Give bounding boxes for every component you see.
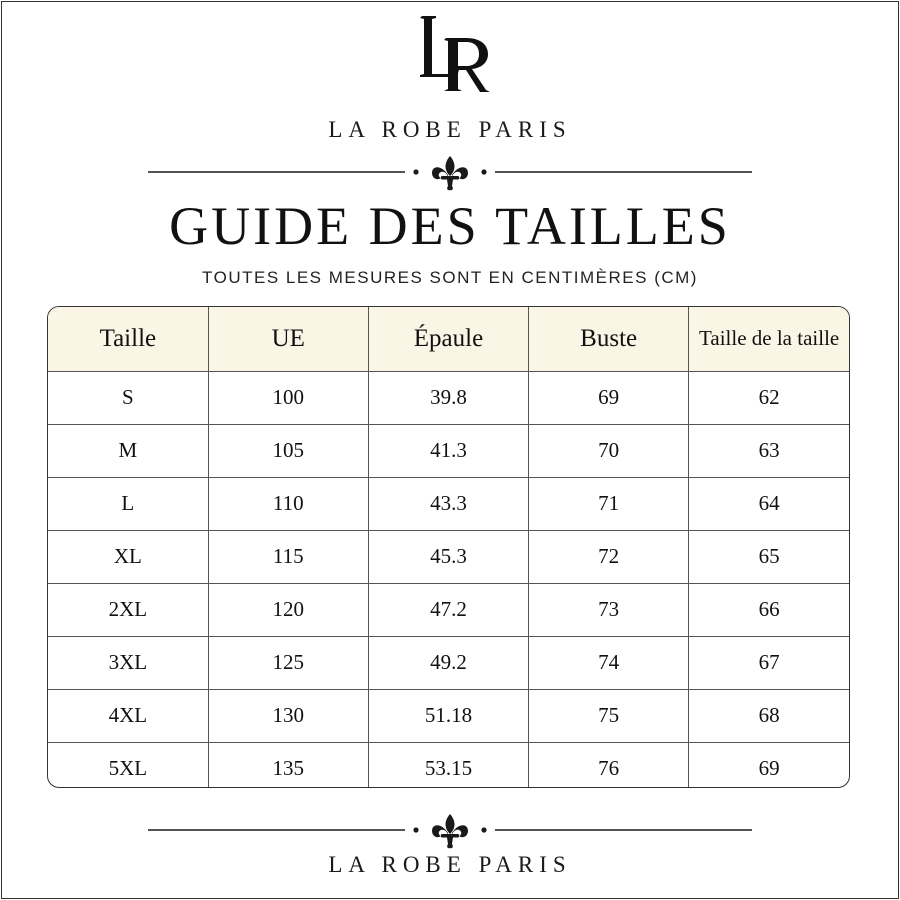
cell-shoulder: 53.15 (368, 742, 528, 788)
cell-shoulder: 39.8 (368, 371, 528, 424)
cell-bust: 69 (529, 371, 689, 424)
size-chart-table (47, 306, 850, 788)
table-row (48, 424, 849, 477)
header-waist: Taille de la taille (689, 307, 849, 371)
cell-shoulder: 51.18 (368, 689, 528, 742)
header-bust: Buste (529, 307, 689, 371)
cell-eu: 105 (208, 424, 368, 477)
cell-waist: 62 (689, 371, 849, 424)
cell-size: S (48, 371, 208, 424)
cell-eu: 135 (208, 742, 368, 788)
table-row (48, 583, 849, 636)
table-row (48, 530, 849, 583)
header-shoulder: Épaule (368, 307, 528, 371)
cell-shoulder: 41.3 (368, 424, 528, 477)
table-row (48, 371, 849, 424)
cell-size: XL (48, 530, 208, 583)
cell-shoulder: 43.3 (368, 477, 528, 530)
ornamental-divider-top (0, 153, 900, 193)
cell-bust: 76 (529, 742, 689, 788)
header-eu: UE (208, 307, 368, 371)
cell-size: L (48, 477, 208, 530)
cell-shoulder: 47.2 (368, 583, 528, 636)
page-title: GUIDE DES TAILLES (169, 196, 731, 256)
cell-eu: 130 (208, 689, 368, 742)
cell-size: 3XL (48, 636, 208, 689)
brand-name-top: LA ROBE PARIS (328, 117, 572, 142)
cell-waist: 69 (689, 742, 849, 788)
cell-bust: 74 (529, 636, 689, 689)
cell-bust: 75 (529, 689, 689, 742)
cell-size: 4XL (48, 689, 208, 742)
header-size: Taille (48, 307, 208, 371)
cell-waist: 66 (689, 583, 849, 636)
cell-waist: 68 (689, 689, 849, 742)
cell-waist: 67 (689, 636, 849, 689)
units-subtitle: TOUTES LES MESURES SONT EN CENTIMÈRES (CM) (202, 268, 698, 287)
cell-shoulder: 45.3 (368, 530, 528, 583)
cell-bust: 70 (529, 424, 689, 477)
cell-eu: 120 (208, 583, 368, 636)
brand-name-bottom: LA ROBE PARIS (328, 852, 572, 877)
monogram-logo (0, 0, 900, 110)
ornamental-divider-bottom (0, 811, 900, 851)
fleur-de-lis-icon (432, 156, 468, 190)
cell-bust: 72 (529, 530, 689, 583)
cell-eu: 100 (208, 371, 368, 424)
table-row (48, 689, 849, 742)
cell-bust: 73 (529, 583, 689, 636)
table-header-row (48, 307, 849, 371)
cell-bust: 71 (529, 477, 689, 530)
cell-size: 5XL (48, 742, 208, 788)
cell-eu: 115 (208, 530, 368, 583)
cell-size: M (48, 424, 208, 477)
cell-eu: 125 (208, 636, 368, 689)
table-row (48, 636, 849, 689)
table-row (48, 742, 849, 788)
fleur-de-lis-icon (432, 814, 468, 848)
cell-waist: 65 (689, 530, 849, 583)
cell-waist: 64 (689, 477, 849, 530)
cell-shoulder: 49.2 (368, 636, 528, 689)
cell-eu: 110 (208, 477, 368, 530)
cell-waist: 63 (689, 424, 849, 477)
table-row (48, 477, 849, 530)
cell-size: 2XL (48, 583, 208, 636)
